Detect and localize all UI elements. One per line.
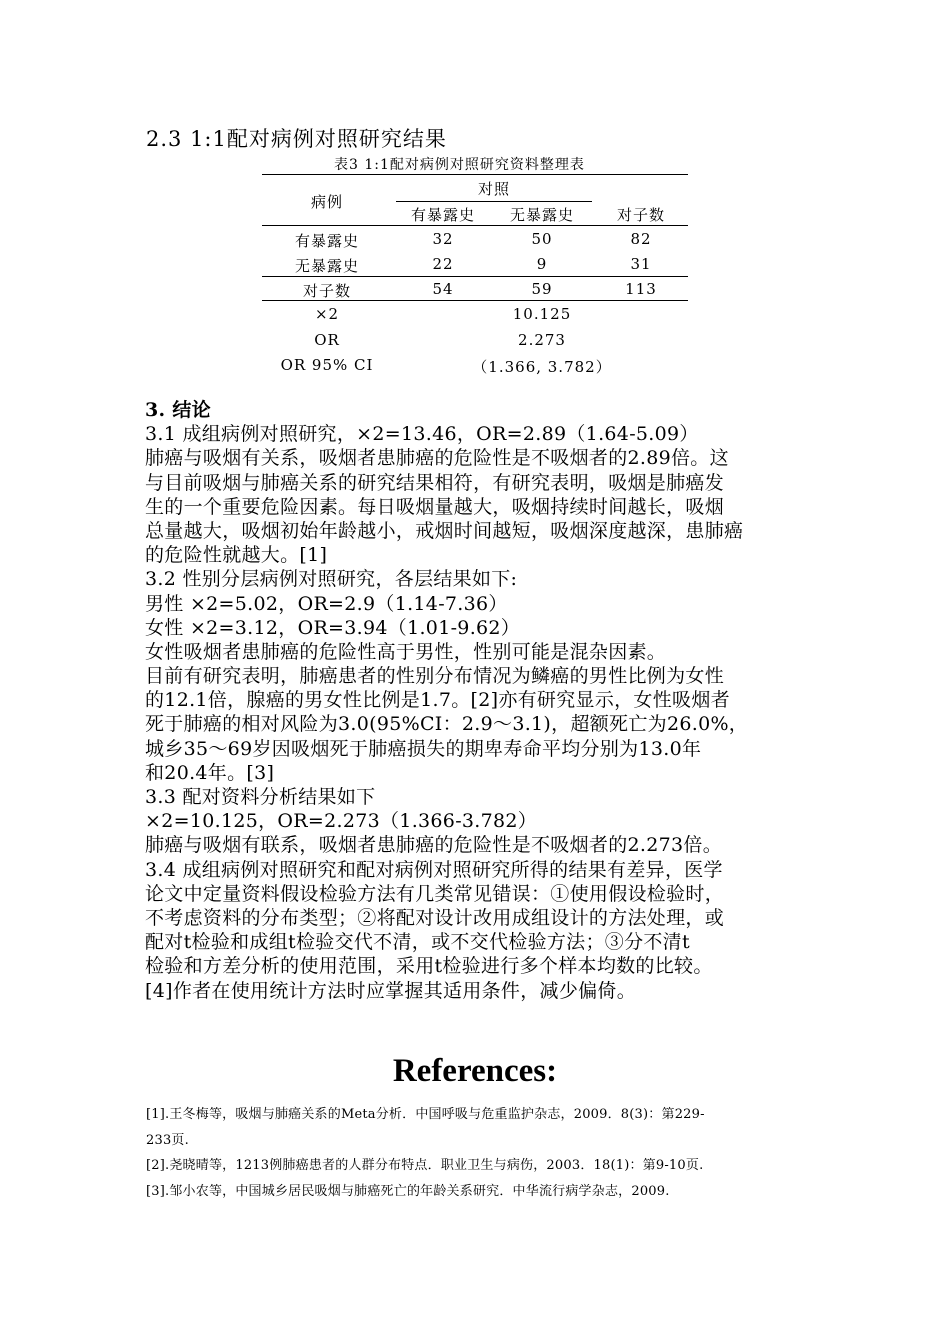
text-line: 的危险性就越大。[1] <box>145 544 328 567</box>
text-line: 配对t检验和成组t检验交代不清，或不交代检验方法；③分不清t <box>145 931 690 954</box>
col-header: 有暴露史 <box>410 206 476 224</box>
group-header: 对照 <box>477 180 511 198</box>
text-line: 生的一个重要危险因素。每日吸烟量越大，吸烟持续时间越长，吸烟 <box>145 495 725 518</box>
text-line: 的12.1倍，腺癌的男女性比例是1.7。[2]亦有研究显示，女性吸烟者 <box>145 689 730 712</box>
stat-label: OR <box>314 331 340 349</box>
text-line: 和20.4年。[3] <box>145 761 275 784</box>
reference-line: [1].王冬梅等，吸烟与肺癌关系的Meta分析．中国呼吸与危重监护杂志，2009．8(3)：第229- <box>146 1107 705 1122</box>
row-header: 病例 <box>310 193 344 211</box>
text-line: 肺癌与吸烟有联系，吸烟者患肺癌的危险性是不吸烟者的2.273倍。 <box>145 834 722 857</box>
references-list <box>146 1102 816 1204</box>
text-line: 3.1 成组病例对照研究，×2=13.46，OR=2.89（1.64-5.09） <box>145 423 699 446</box>
stat-value: 2.273 <box>518 331 566 349</box>
text-line: 检验和方差分析的使用范围，采用t检验进行多个样本均数的比较。 <box>145 955 713 978</box>
reference-line: 233页. <box>146 1132 189 1148</box>
text-line: 女性 ×2=3.12，OR=3.94（1.01-9.62） <box>145 616 521 639</box>
table-cell: 9 <box>536 255 548 273</box>
table-cell: 113 <box>625 280 657 298</box>
stat-label: ×2 <box>314 305 340 323</box>
reference-line: [2].尧晓晴等，1213例肺癌患者的人群分布特点．职业卫生与病伤，2003．18(1)：第9-10页. <box>146 1158 704 1173</box>
table-total-rule <box>262 276 688 277</box>
col-header: 对子数 <box>616 206 666 224</box>
text-line: 死于肺癌的相对风险为3.0(95%CI：2.9～3.1)，超额死亡为26.0%， <box>145 713 749 736</box>
text-line: ×2=10.125，OR=2.273（1.366-3.782） <box>145 810 538 833</box>
text-line: 与目前吸烟与肺癌关系的研究结果相符，有研究表明，吸烟是肺癌发 <box>145 471 725 494</box>
table-cell: 32 <box>432 230 454 248</box>
text-line: 总量越大，吸烟初始年龄越小，戒烟时间越短，吸烟深度越深，患肺癌 <box>145 519 744 542</box>
text-line: [4]作者在使用统计方法时应掌握其适用条件，减少偏倚。 <box>145 979 637 1002</box>
references-title: References: <box>392 1053 558 1089</box>
col-header: 无暴露史 <box>509 206 575 224</box>
text-line: 目前有研究表明，肺癌患者的性别分布情况为鳞癌的男性比例为女性 <box>145 665 725 688</box>
stat-label: OR 95% CI <box>280 356 374 374</box>
text-line: 女性吸烟者患肺癌的危险性高于男性，性别可能是混杂因素。 <box>145 640 667 663</box>
table-cell: 82 <box>630 230 652 248</box>
text-line: 不考虑资料的分布类型；②将配对设计改用成组设计的方法处理，或 <box>145 906 725 929</box>
table-header-rule <box>262 225 688 226</box>
conclusion-section <box>145 398 810 1003</box>
table-caption: 表3 1:1配对病例对照研究资料整理表 <box>334 157 585 173</box>
row-label: 有暴露史 <box>294 232 360 250</box>
section-heading: 2.3 1:1配对病例对照研究结果 <box>146 127 447 151</box>
text-line: 3.2 性别分层病例对照研究，各层结果如下: <box>145 568 518 591</box>
table-cell: 59 <box>531 280 553 298</box>
stat-value: （1.366, 3.782） <box>472 358 612 376</box>
paired-data-table <box>262 174 688 380</box>
row-label: 无暴露史 <box>294 257 360 275</box>
table-cell: 54 <box>432 280 454 298</box>
text-line: 男性 ×2=5.02，OR=2.9（1.14-7.36） <box>145 592 508 615</box>
text-line: 3.4 成组病例对照研究和配对病例对照研究所得的结果有差异，医学 <box>145 858 723 881</box>
conclusion-heading: 3. 结论 <box>145 399 211 421</box>
table-cell: 31 <box>630 255 652 273</box>
table-top-rule <box>262 174 688 175</box>
text-line: 论文中定量资料假设检验方法有几类常见错误：①使用假设检验时， <box>145 882 725 905</box>
text-line: 肺癌与吸烟有关系，吸烟者患肺癌的危险性是不吸烟者的2.89倍。这 <box>145 447 729 470</box>
text-line: 城乡35～69岁因吸烟死于肺癌损失的期卑寿命平均分别为13.0年 <box>145 737 702 760</box>
stat-value: 10.125 <box>512 305 572 323</box>
row-label: 对子数 <box>302 282 352 300</box>
reference-line: [3].邹小农等，中国城乡居民吸烟与肺癌死亡的年龄关系研究．中华流行病学杂志，2009. <box>146 1183 670 1199</box>
table-cell: 22 <box>432 255 454 273</box>
text-line: 3.3 配对资料分析结果如下 <box>145 786 376 808</box>
table-cell: 50 <box>531 230 553 248</box>
table-group-rule <box>396 201 592 202</box>
